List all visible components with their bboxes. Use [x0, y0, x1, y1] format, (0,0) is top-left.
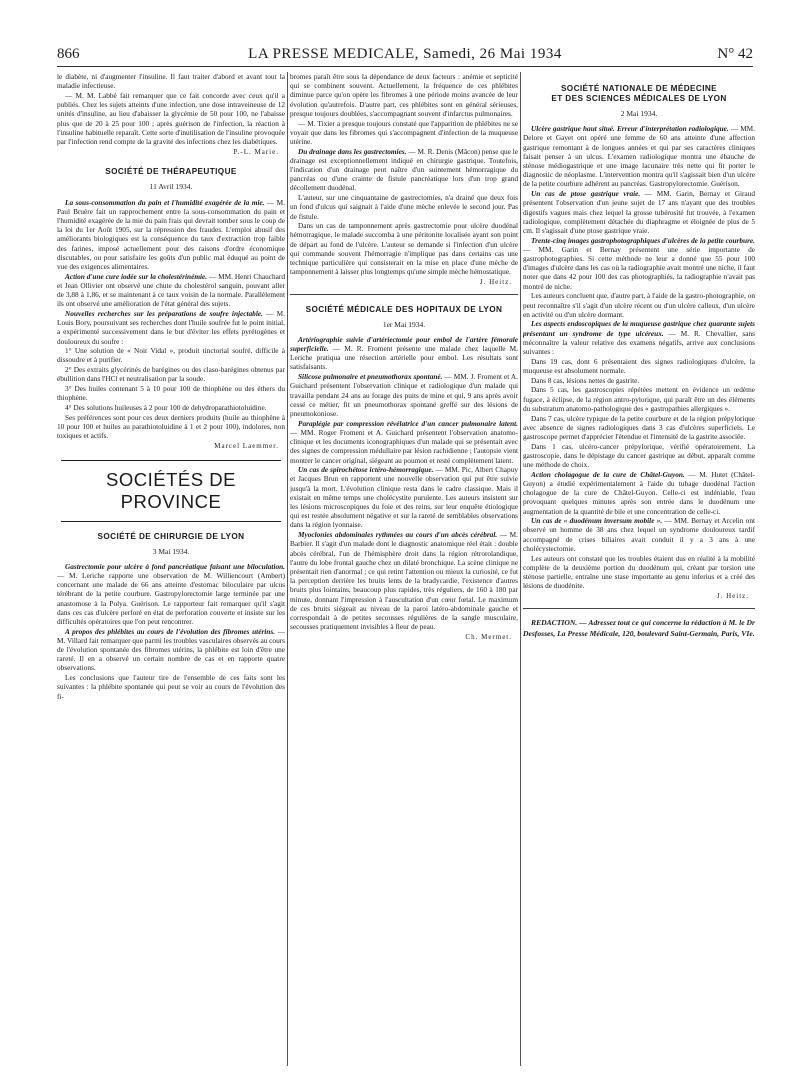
list-item: 1° Une solution de « Noir Vidal », produit tinctorial soufré, difficile à dissoudre et à purifier.	[57, 346, 285, 365]
signature: J. Heitz.	[479, 278, 512, 287]
article-title: Silicose pulmonaire et pneumothorax spontané.	[298, 372, 443, 382]
paragraph: L'auteur, sur une cinquantaine de gastrectomies, n'a drainé que deux fois un fond d'ulcus qui saignait à l'aide d'une mèche enlevée le second jour. Pas de fistule.	[290, 193, 518, 221]
list-item: 3° Des huiles contenant 5 à 10 pour 100 de thiophène ou des éthers du thiophène.	[57, 384, 285, 403]
list-item: 4° Des solutions huileuses à 2 pour 100 de dehydroparathiotoluidine.	[65, 403, 267, 412]
paragraph: le diabète, ni d'augmenter l'insuline. Il faut traiter d'abord et avant tout la maladie infectieuse.	[57, 72, 285, 91]
article-title: La sous-consommation du pain et l'humidité exagérée de la mie.	[65, 197, 265, 207]
signature: P.-L. Marie.	[233, 148, 279, 157]
article-body: — MM. Garin, Bernay et Giraud présentent l'observation d'un jeune sujet de 17 ans n'ayant que des troubles digestifs vagues mais chez lequel la grosse tubérosité fut trouvée, à l'examen radiologique, complètement détachée du diaphragme et éloignée de plus de 5 cm. Il s'agissait d'une ptose gastrique vraie.	[523, 189, 755, 235]
paragraph	[290, 372, 518, 418]
page-number: 866	[57, 46, 80, 62]
section-rule	[290, 294, 518, 295]
paragraph	[57, 562, 285, 626]
article-body: — M. Villard fait remarquer que parmi les troubles vasculaires observés au cours de l'évolution spontanée des fibromes utérins, la phlébite est loin d'être une rareté. Il en a observé un certain nombre de cas et en rapporte quatre observations.	[57, 626, 285, 673]
paragraph: Les conclusions que l'auteur tire de l'ensemble de ces faits sont les suivantes : la phlébite spontanée qui peut se voir au cours de l'évolution des fi-	[57, 673, 285, 701]
article-body: — MM. Bernay et Arcelin ont observé un homme de 38 ans chez lequel un syndrome douloureux tardif accompagné de crises biliaires avait conduit il y a 3 ans à une cholécystectomie.	[523, 516, 755, 553]
paragraph	[523, 516, 755, 553]
column-3	[523, 72, 755, 1066]
column-1	[57, 72, 285, 1066]
column-divider	[520, 72, 521, 1066]
paragraph: Ses préférences sont pour ces deux derniers produits (huile au thiophène à 10 pour 100 et huiles au parathiotoluidine à 1 et 2 pour 100), indolores, non toxiques et actifs.	[57, 412, 285, 441]
signature: Marcel Laemmer.	[214, 442, 279, 451]
list-item: 2° Des extraits glycérinés de barégines ou des claso-barégines obtenus par ébullition dans l'HCl et neutralisation par la soude.	[57, 365, 285, 384]
paragraph	[523, 470, 755, 516]
signature: J. Heitz.	[716, 592, 749, 601]
society-heading: SOCIÉTÉ NATIONALE DE MÉDECINE	[560, 84, 718, 93]
article-body: — M. Paul Bruère fait un rapprochement entre la sous-consommation du pain et l'humidité exagérée de la mie du pain frais qui devrait tomber sous le coup de la loi du 1er Août 1905, sur la répression des fraudes. L'emploi abusif des améliorants biologiques est la conséquence du taux d'extraction trop faible des farines, imposé actuellement pour des raisons d'ordre économique discutables, ou pour satisfaire les goûts d'un public mal éduqué au point de vue des exigences alimentaires.	[57, 197, 285, 271]
article-body: — MM. Garin et Bernay présentent une série importante de gastrophotographies. Si cette méthode ne leur a donné que 55 pour 100 d'images d'ulcère dans les cas où la radiographie avait montré une niche, il faut noter que dans 42 pour 100 des cas photographiés, la radiographie n'avait pas montré de niche.	[523, 244, 755, 291]
paragraph	[523, 124, 755, 188]
section-rule	[61, 521, 281, 522]
paragraph	[57, 198, 285, 272]
paragraph: Dans 7 cas, ulcère typique de la petite courbure et de la région prépylorique avec absence de signes radiologiques dans 3 cas d'ulcères superficiels. Le gastroscope permet d'apprécier l'étendue et l'intensité de la gastrite associée.	[523, 413, 755, 441]
paragraph: — M. Tixier a presque toujours constaté que l'apparition de phlébites ne se voyait que dans les fibromes qui s'accompagnent d'infection de la muqueuse utérine.	[290, 118, 518, 146]
society-heading: SOCIÉTÉ DE THÉRAPEUTIQUE	[105, 167, 237, 177]
article-title: Les aspects endoscopiques de la muqueuse gastrique chez quarante sujets présentant un syndrome de type ulcéreux.	[523, 319, 755, 338]
article-title: Un cas de « duodénum inversum mobile ».	[531, 516, 663, 526]
article-body: — M. Hutet (Châtel-Guyon) a étudié expérimentalement à l'aide du tubage duodénal l'action cholagogue de la cure de Châtel-Guyon. Celle-ci est indéniable, l'eau provoquant quelques minutes après son entrée dans le duodénum une augmentation de la quantité de bile et une concentration de celle-ci.	[523, 469, 755, 516]
article-body: — MM. Henri Chauchard et Jean Ollivier ont observé une chute du cholestérol sanguin, pouvant aller de 3,88 à 1,86, et se maintenant à ce taux voisin de la normale. Parallèlement ils ont observé une amélioration de l'état général des sujets.	[57, 271, 285, 309]
paragraph	[57, 309, 285, 346]
paragraph	[57, 272, 285, 309]
article-title: Gastrectomie pour ulcère à fond pancréatique faisant une biloculation.	[65, 561, 285, 571]
article-title: A propos des phlébites au cours de l'évolution des fibromes utérins.	[65, 626, 276, 636]
issue-number: N° 42	[717, 46, 753, 62]
article-body: — M. R. Froment présente une malade chez laquelle M. Leriche pratiqua une résection artérielle pour embol. Les résultats sont satisfaisants.	[290, 344, 518, 372]
paragraph	[57, 627, 285, 673]
paragraph	[523, 236, 755, 291]
society-heading: SOCIÉTÉ DE CHIRURGIE DE LYON	[97, 531, 245, 541]
paragraph: Dans un cas de tamponnement après gastrectomie pour ulcère duodénal hémorragique, le malade succomba à une péritonite localisée ayant son point de départ au fond de l'ulcère. L'auteur se demande si l'infection d'un ulcère qui commande souvent l'hémorragie n'implique pas dans certains cas une technique particulière qui consisterait en la mise en place d'une mèche de tamponnement à laisser plus longtemps qu'une simple mèche hémostatique.	[290, 221, 518, 277]
section-rule	[61, 460, 281, 461]
article-title: Ulcère gastrique haut situé. Erreur d'interprétation radiologique.	[531, 124, 729, 134]
article-title: Nouvelles recherches sur les préparations de soufre injectable.	[65, 308, 263, 318]
article-title: Un cas de ptose gastrique vraie.	[531, 189, 641, 199]
page-header	[57, 46, 753, 66]
article-body: — M. Leriche rapporte une observation de M. Williencourt (Ambert) concernant une malade de 66 ans atteinte d'estomac biloculaire par ulcus térébrant de la petite courbure. Gastropylorectomie large terminée par une anastomose à la Polya. Guérison. Le rapporteur fait remarquer qu'il s'agit dans ces cas d'ulcère perforé en état de perforation couverte et insiste sur les difficultés opératoires que l'on peut rencontrer.	[57, 570, 285, 626]
article-title: Un cas de spirochétose ictéro-hémorragique.	[298, 465, 434, 475]
article-body: — MM. Delore et Gayet ont opéré une femme de 60 ans atteinte d'une affection gastrique remontant à de longues années et qui par ses caractères cliniques faisait penser à un ulcus. L'examen radiologique montra une ébauche de sténose médiogastrique et une image lacunaire très nette qui fit porter le diagnostic de néoplasme. L'intervention montra qu'il s'agissait bien d'un ulcère de la petite courbure adhérent au pancréas. Gastropylorectomie. Guérison.	[523, 124, 755, 189]
paragraph	[290, 465, 518, 529]
column-divider	[287, 72, 288, 1066]
article-body: — MM. J. Froment et A. Guichard présentent l'observation clinique et radiologique d'un malade qui travailla pendant 24 ans au forage des puits de mine et qui, 9 ans après avoir cessé ce métier, fit un pneumothorax spontané greffé sur des lésions de pneumokoniose.	[290, 372, 518, 418]
paragraph: Dans 8 cas, lésions nettes de gastrite.	[531, 375, 640, 385]
article-body: — M. Louis Bory, poursuivant ses recherches dont l'huile soufrée fut le point initial, a expérimenté successivement dans le but d'éviter les effets pyrétogènes et douloureux du soufre :	[57, 308, 285, 346]
paragraph: Dans 5 cas, les gastroscopies répétées mettent en évidence un œdème fugace, à éclipse, de la région antro-pylorique, qui paraît être un des éléments du substratum anatomo-pathologique des « gastropathies allergiques ».	[523, 385, 755, 413]
signature: Ch. Mermet.	[465, 633, 512, 642]
paragraph: Les auteurs concluent que, d'autre part, à l'aide de la gastro-photographie, on peut reconnaître s'il s'agit d'un ulcère récent ou d'un ulcère calleux, d'un ulcère en activité ou d'un ulcère dormant.	[523, 291, 755, 319]
column-2	[290, 72, 518, 1066]
paragraph: Dans 1 cas, ulcéro-cancer prépylorique, vérifié opératoirement. La gastroscopie, dans le dépistage du cancer gastrique au début, apparaît comme une méthode de choix.	[523, 441, 755, 470]
paragraph	[290, 335, 518, 372]
section-rule	[523, 608, 755, 609]
paragraph	[290, 530, 518, 631]
paragraph: Les auteurs ont constaté que les troubles étaient dus en réalité à la mobilité complète de la deuxième portion du duodénum qui, créant par torsion une sténose partielle, entraîne une stase importante au genu inferius et a créé des lésions de duodénite.	[523, 553, 755, 591]
article-body: — M. R. Chevallier, sans méconnaître la valeur relative des examens négatifs, arrive aux conclusions suivantes :	[523, 328, 755, 357]
paragraph	[290, 147, 518, 193]
society-heading: SOCIÉTÉ MÉDICALE DES HOPITAUX DE LYON	[305, 304, 503, 314]
article-title: Artériographie suivie d'artériectomie pour embol de l'artère fémorale superficielle.	[290, 334, 518, 354]
society-heading-line-2: ET DES SCIENCES MÉDICALES DE LYON	[551, 94, 727, 103]
paragraph: — M. M. Labbé fait remarquer que ce fait concorde avec ceux qu'il a publiés. Chez les sujets atteints d'une infection, une dose intraveineuse de 12 unités d'insuline, au lieu d'abaisser la glycémie de 50 pour 100, ne l'abaisse plus que de 20 à 25 pour 100 ; après guérison de l'infection, la réaction à l'insuline habituelle reparaît. Cette sorte d'inutilisation de l'insuline provoquée par l'infection rend compte de la gravité des infections chez les diabétiques.	[57, 90, 285, 146]
session-date: 3 Mai 1934.	[152, 546, 190, 556]
article-title: Myoclonies abdominales rythmées au cours d'un abcès cérébral.	[298, 530, 498, 540]
header-rule	[57, 66, 753, 67]
article-title: Action cholagogue de la cure de Châtel-Guyon.	[531, 469, 685, 479]
redaction-notice	[523, 617, 755, 639]
article-title: Action d'une cure iodée sur la cholestérinémie.	[65, 271, 208, 281]
session-date: 2 Mai 1934.	[620, 109, 658, 118]
paragraph: bromes paraît être sous la dépendance de deux facteurs : anémie et septicité qui se combinent souvent. Actuellement, la fréquence de ces phlébites diminue parce qu'on opère les fibromes à une période moins avancée de leur évolution qu'autrefois. D'autre part, ces phlébites sont en général sérieuses, presque toujours doublées, s'accompagnant souvent d'infarctus pulmonaires.	[290, 72, 518, 118]
article-body: — M. R. Denis (Mâcon) pense que le drainage est exceptionnellement indiqué en chirurgie gastrique. Toutefois, l'indication d'un drainage peut naître d'un suintement hémorragique du pancréas ou d'une crainte de fistule pancréatique lors d'un trop grand décollement duodénal.	[290, 146, 518, 193]
article-body: — MM. Roger Froment et A. Guichard présentent l'observation anatomo-clinique et les documents iconographiques d'un malade qui se présentait avec des signes de compression médullaire par lésion rachidienne ; l'autopsie vient montrer le cancer original, siégeant au poumon et resté complètement latent.	[290, 427, 518, 465]
article-title: Paraplégie par compression révélatrice d'un cancer pulmonaire latent.	[298, 418, 518, 428]
article-title: Du drainage dans les gastrectomies.	[298, 146, 407, 156]
article-body: — M. Barbier. Il s'agit d'un malade dont le diagnostic anatomique réel était : double abcès cérébral, l'un de l'hémisphère droit dans la région rétrorolandique, l'autre du lobe frontal gauche chez un dilaté bronchique. La scène clinique ne présentait rien d'anormal ; ce qui retint l'attention ou mieux la curiosité, ce fut la perception derrière les bruits lents de la bradycardie, l'existence d'autres bruits plus lointains, beaucoup plus rapides, très réguliers, de 160 à 180 par minute, donnant l'impression à l'auscultation d'un cœur fœtal. Le maximum de ces bruits siégeait au niveau de la paroi latéro-abdominale gauche et correspondait à de petites secousses régulières de la sangle musculaire, secousses pratiquement invisibles à fleur de peau.	[290, 530, 518, 632]
redaction-text: REDACTION. — Adressez tout ce qui concerne la rédaction à M. le Dr Desfosses, La Presse Médicale, 120, boulevard Saint-Germain, Paris, VIe.	[523, 617, 755, 638]
article-title: Trente-cinq images gastrophotographiques d'ulcères de la petite courbure.	[531, 235, 755, 245]
section-title: SOCIÉTÉS DE PROVINCE	[106, 468, 236, 512]
session-date: 11 Avril 1934.	[149, 182, 193, 192]
paragraph: Dans 19 cas, dont 6 présentaient des signes radiologiques d'ulcère, la muqueuse est absolument normale.	[523, 356, 755, 375]
paragraph	[523, 189, 755, 235]
journal-title: LA PRESSE MEDICALE, Samedi, 26 Mai 1934	[248, 46, 562, 62]
session-date: 1er Mai 1934.	[382, 319, 426, 329]
paragraph	[290, 419, 518, 465]
paragraph	[523, 319, 755, 356]
article-body: — MM. Pic, Albert Chapuy et Jacques Brun en rapportent une nouvelle observation qui put être suivie jusqu'à la mort. L'évolution clinique resta dans le cadre classique. Mais il existait en même temps une cholécystite purulente. Les auteurs insistent sur les lésions microscopiques du foie et des reins, sur leur enquête étiologique qui est restée absolument négative et sur la rareté de semblables observations dans la région lyonnaise.	[290, 465, 518, 530]
